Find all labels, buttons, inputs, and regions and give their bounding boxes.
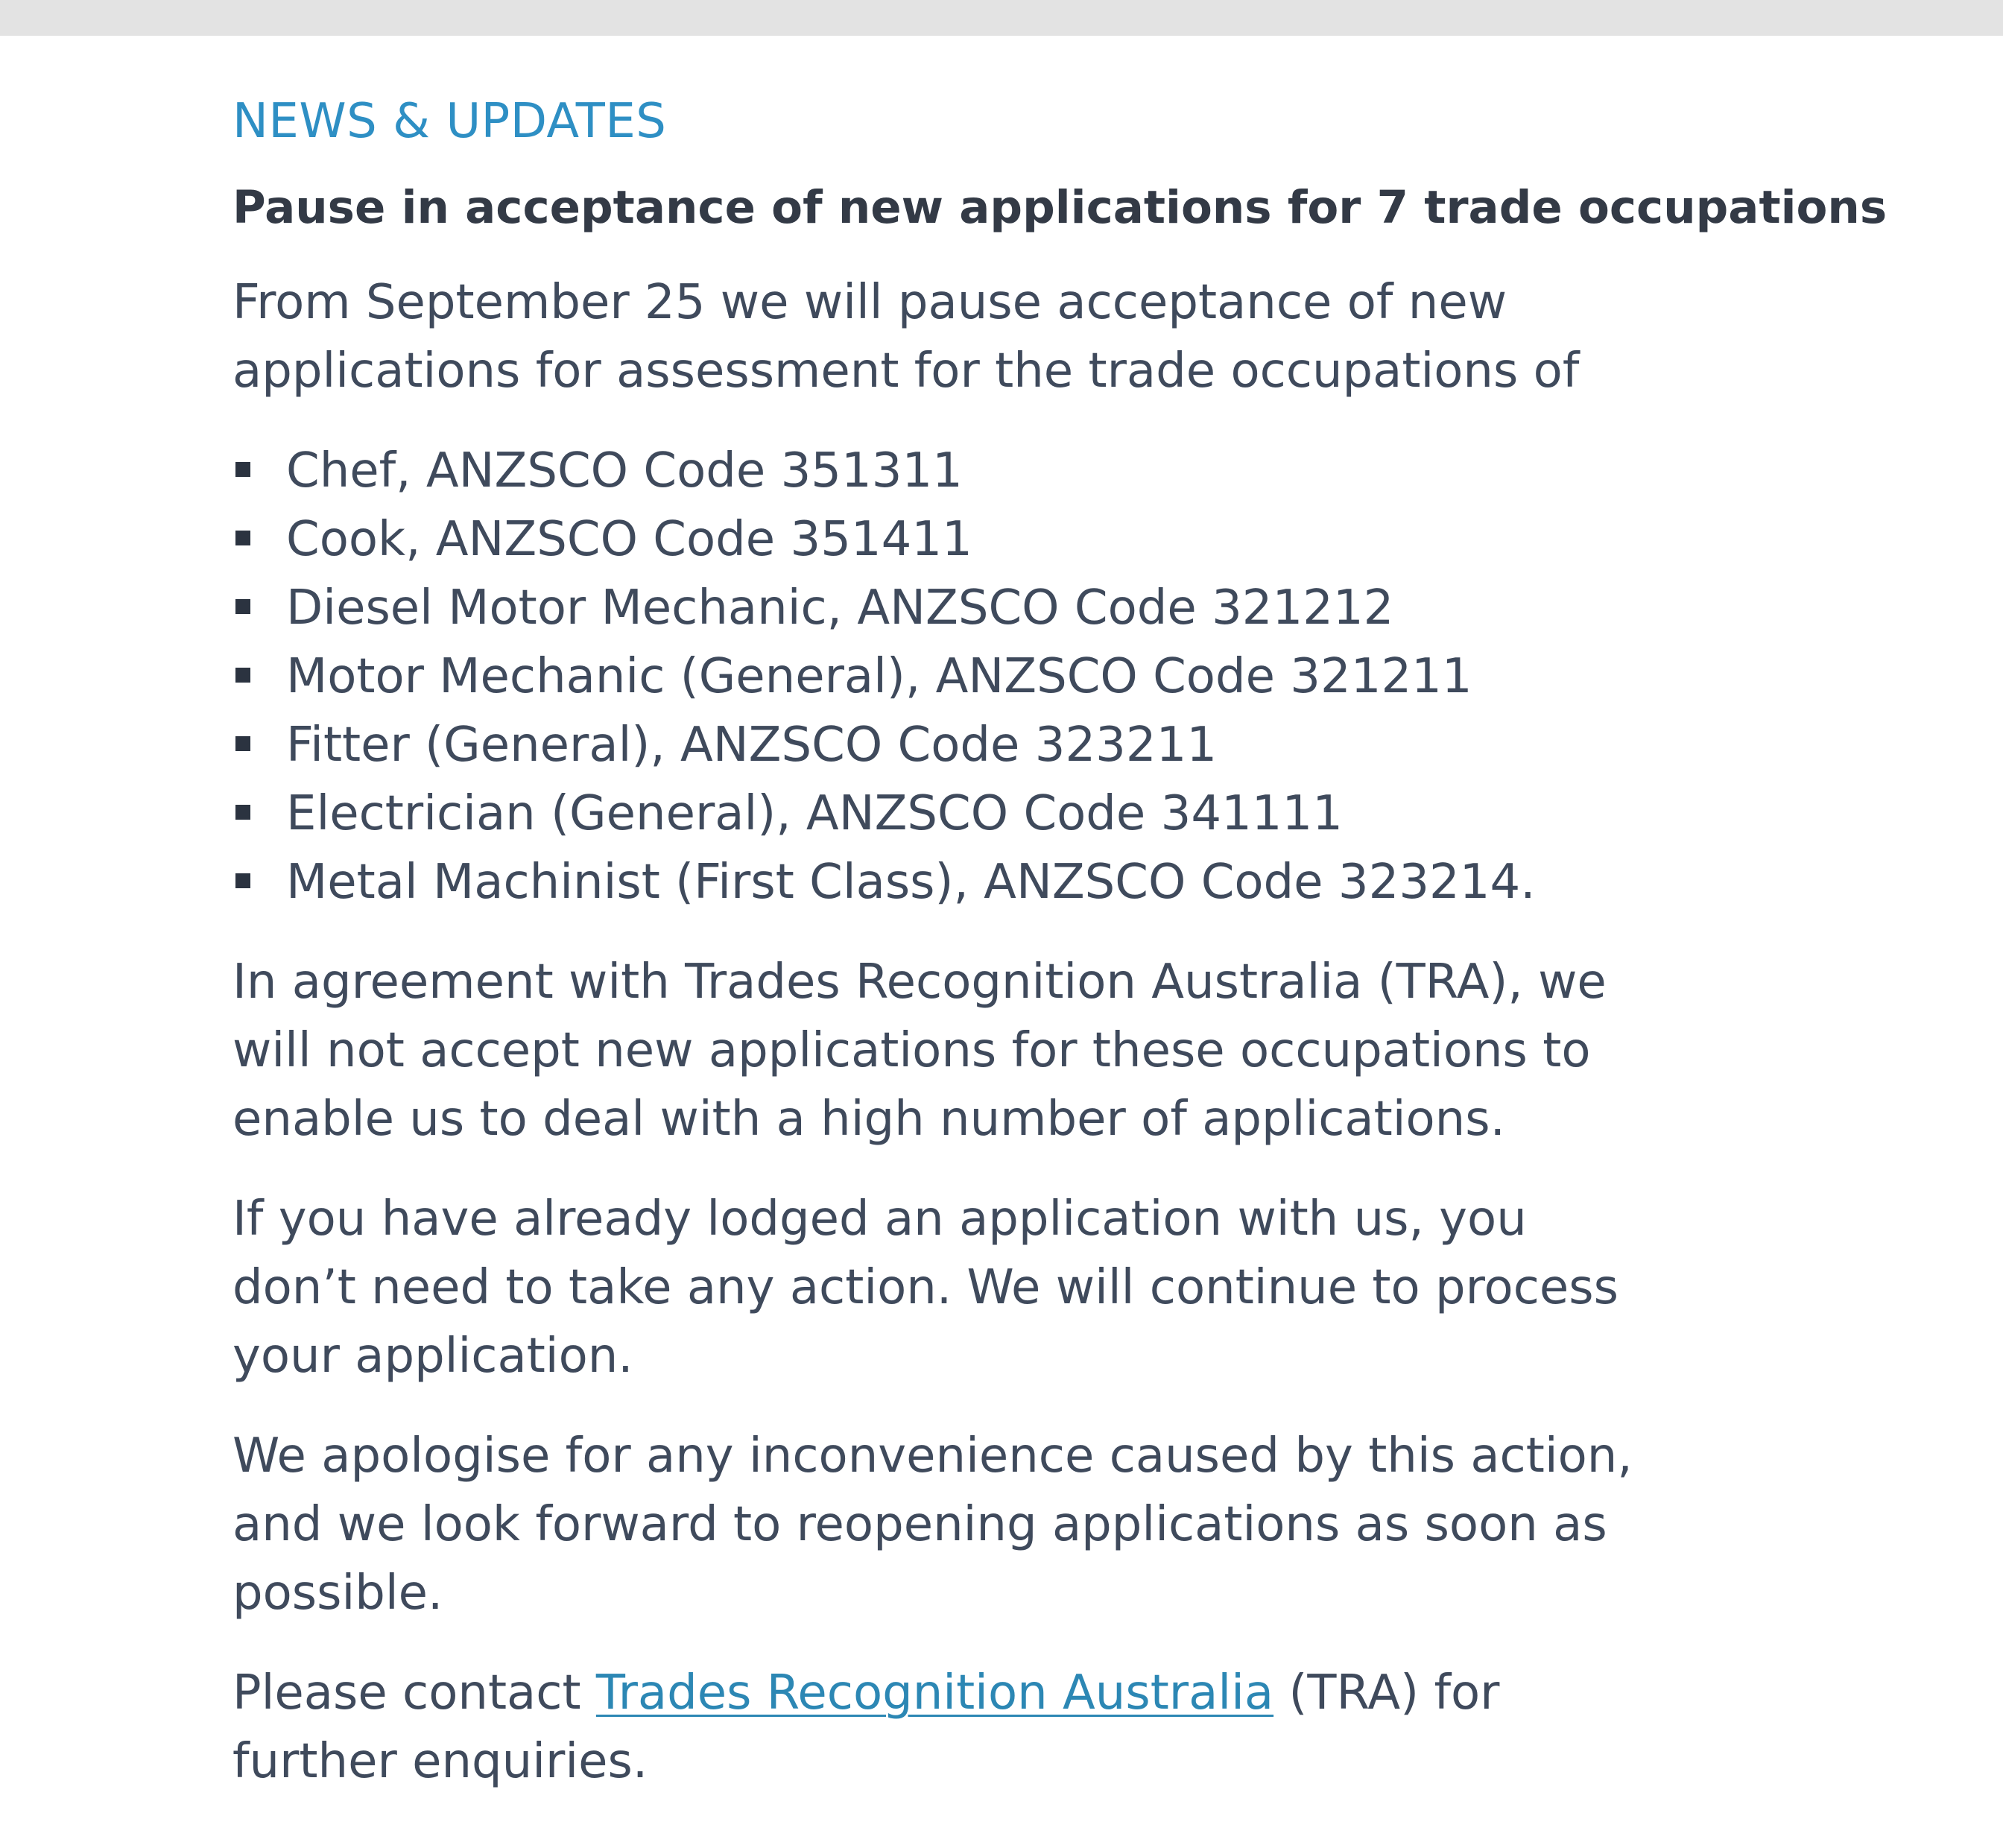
occupation-text: Cook, ANZSCO Code 351411 <box>286 512 972 567</box>
occupation-text: Electrician (General), ANZSCO Code 341111 <box>286 786 1343 841</box>
occupation-text: Chef, ANZSCO Code 351311 <box>286 443 963 499</box>
apology-paragraph: We apologise for any inconvenience caused by this action, and we look forward to reopening applications as soon as possible. <box>232 1428 1633 1621</box>
square-bullet-icon <box>235 531 250 545</box>
occupation-text: Fitter (General), ANZSCO Code 323211 <box>286 718 1218 773</box>
lodged-paragraph: If you have already lodged an application with us, you don’t need to take any action. We will continue to process your application. <box>232 1192 1618 1384</box>
list-item <box>232 505 1723 574</box>
square-bullet-icon <box>235 462 250 477</box>
list-item <box>232 848 1723 917</box>
list-item <box>232 574 1723 642</box>
square-bullet-icon <box>235 873 250 888</box>
tra-link[interactable]: Trades Recognition Australia <box>595 1665 1274 1721</box>
list-item <box>232 779 1723 848</box>
contact-paragraph <box>232 1659 1648 1796</box>
occupation-text: Metal Machinist (First Class), ANZSCO Code 323214. <box>286 855 1536 910</box>
square-bullet-icon <box>235 736 250 751</box>
article-headline: Pause in acceptance of new applications for 7 trade occupations <box>232 181 1887 234</box>
agreement-paragraph: In agreement with Trades Recognition Australia (TRA), we will not accept new applications for these occupations to enable us to deal with a high number of applications. <box>232 955 1607 1147</box>
contact-text-after: (TRA) for further enquiries. <box>232 1665 1500 1789</box>
occupation-list <box>232 437 1723 917</box>
section-label: NEWS & UPDATES <box>232 94 667 149</box>
occupation-text: Motor Mechanic (General), ANZSCO Code 321211 <box>286 649 1472 704</box>
square-bullet-icon <box>235 668 250 683</box>
intro-paragraph: From September 25 we will pause acceptance of new applications for assessment for the trade occupations of <box>232 275 1580 399</box>
list-item <box>232 642 1723 711</box>
occupation-text: Diesel Motor Mechanic, ANZSCO Code 321212 <box>286 580 1394 636</box>
square-bullet-icon <box>235 805 250 820</box>
square-bullet-icon <box>235 599 250 614</box>
news-article <box>232 88 1887 1796</box>
list-item <box>232 711 1723 779</box>
contact-text-before: Please contact <box>232 1665 596 1721</box>
list-item <box>232 437 1723 505</box>
top-bar <box>0 0 2003 36</box>
